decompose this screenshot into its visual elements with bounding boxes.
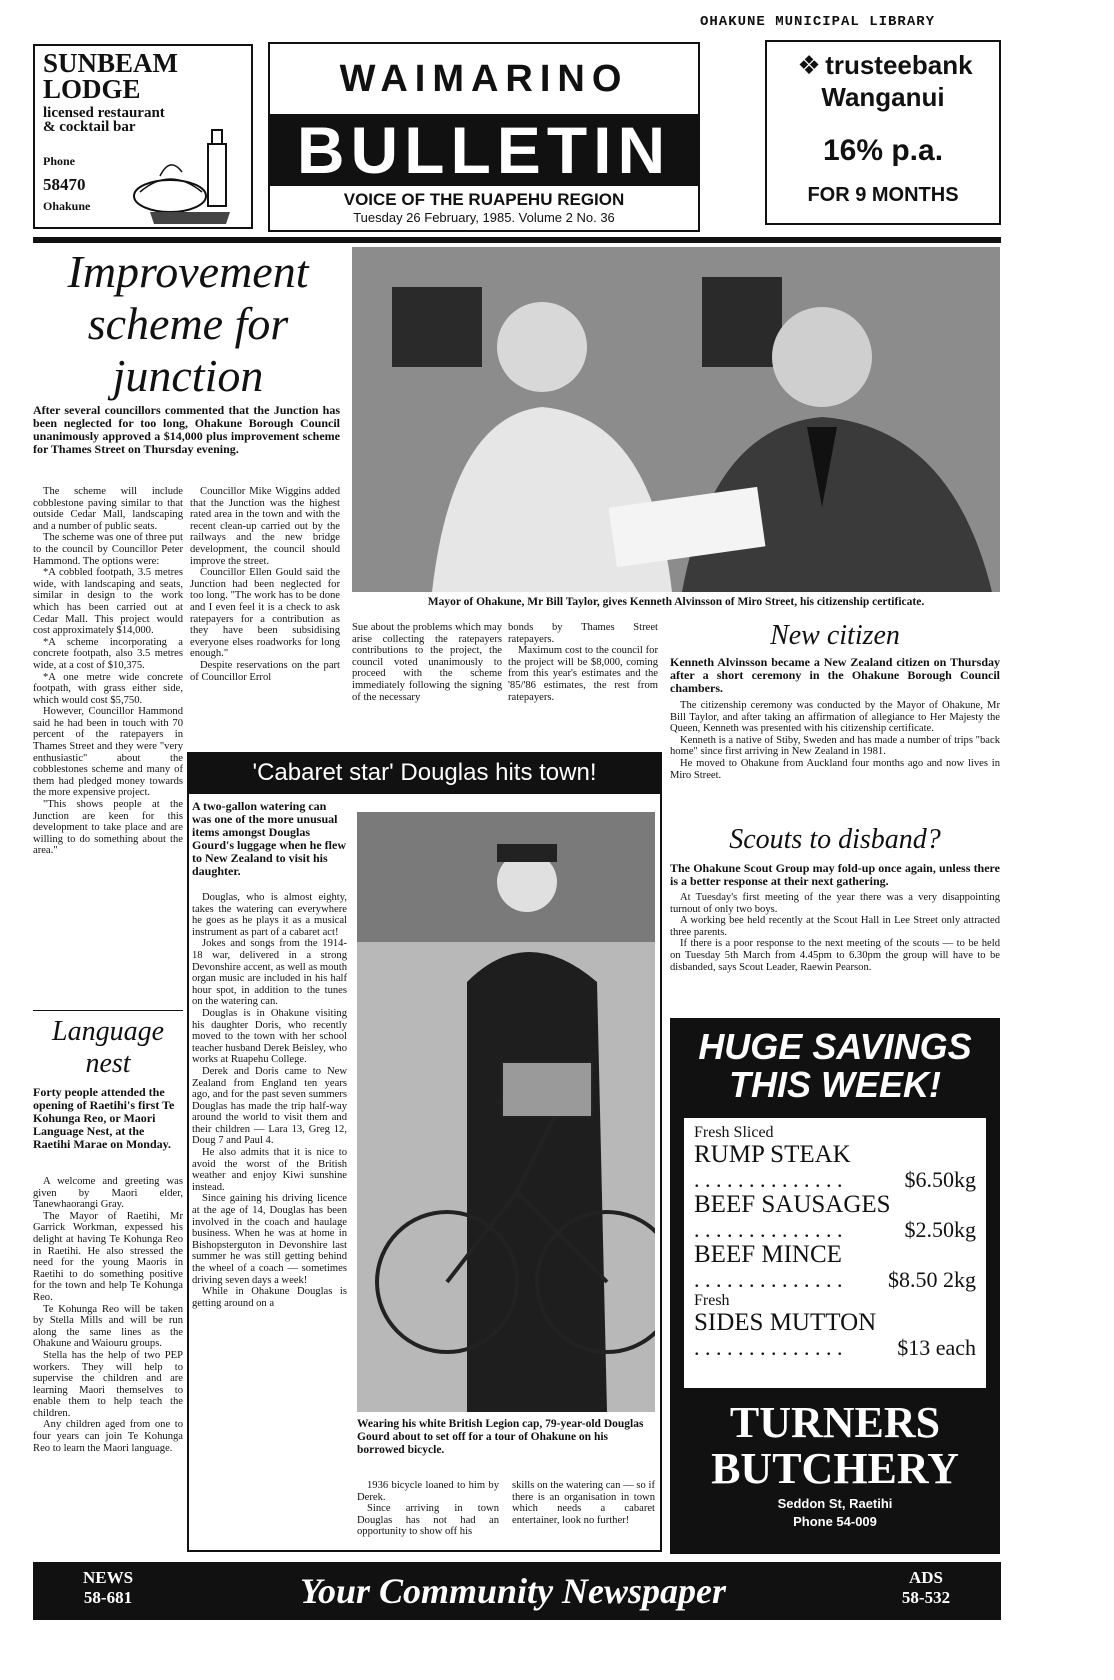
trustee-rate: 16% p.a. (822, 134, 944, 167)
turners-banner: HUGE SAVINGS THIS WEEK! (698, 1026, 972, 1105)
turners-brand2: BUTCHERY (711, 1444, 959, 1493)
headline-new-citizen: New citizen (770, 620, 900, 651)
masthead-title-main: BULLETIN (270, 114, 698, 186)
ad-sunbeam-lodge (33, 44, 253, 229)
sunbeam-desc2: & cocktail bar (43, 119, 136, 135)
trustee-brand: trusteebank (825, 50, 973, 80)
footer-ads-label: ADS (908, 1568, 943, 1587)
footer-news-phone: 58-681 (83, 1588, 133, 1607)
footer-ads-phone: 58-532 (901, 1588, 951, 1607)
cabaret-col1: Douglas, who is almost eighty, takes the watering can everywhere he goes as he plays it as a musical instrument as part of a cabaret act! Jokes and songs from the 1914-18 war, delivered in a strong Devonshire accent, as well as mouth organ music are included in his half hour spot, in addition to the tunes on the watering can. Douglas is in Ohakune visiting his daughter Doris, who recently moved to the town with her school teacher husband Derek Beisley, who works at Ruapehu College. Derek and Doris came to New Zealand from England ten years ago, and for the past seven summers Douglas has made the trip half-way around the world to visit them and their children — Lara 13, Greg 12, Doug 7 and Paul 4. He also admits that it is nice to avoid the worst of the British weather and enjoy Kiwi sunshine instead. Since gaining his driving licence at the age of 14, Douglas has been involved in the coach and haulage business. When he was at home in Bishopsterguton in Devonshire last summer he was still getting behind the wheel of a coach — sometimes driving seven days a week! While in Ohakune Douglas is getting around on a (192, 892, 347, 1309)
cabaret-col3: skills on the watering can — so if there is an organisation in town which needs a cabaret entertainer, look no further! (512, 1480, 655, 1526)
footer-banner (33, 1562, 1001, 1620)
ad-trustee-bank (765, 40, 1001, 225)
turners-price-list (684, 1118, 986, 1388)
price-item: Fresh Sliced RUMP STEAK . . . . . . . . . . . . . . $6.50kg (694, 1124, 976, 1192)
footer-news-label: NEWS (82, 1568, 134, 1587)
lead-new-citizen: Kenneth Alvinsson became a New Zealand citizen on Thursday after a short ceremony in the Ohakune Borough Council chambers. (670, 655, 1000, 695)
ad-turners-butchery (670, 1018, 1000, 1554)
lead-scouts: The Ohakune Scout Group may fold-up once again, unless there is a better response at their next gathering. (670, 861, 1000, 888)
lead-improvement: After several councillors commented that the Junction has been neglected for too long, Ohakune Borough Council unanimously approved a $14,000 plus improvement scheme for Thames Street on Thursday evening. (33, 403, 340, 456)
price-item: BEEF MINCE . . . . . . . . . . . . . . $8.50 2kg (694, 1241, 976, 1292)
footer-slogan: Your Community Newspaper (299, 1571, 727, 1611)
sunbeam-desc1: licensed restaurant (43, 105, 165, 121)
junction-col2: Councillor Mike Wiggins added that the Junction was the highest rated area in the town and with the recent clean-up carried out by the railways and the new bridge development, the council should improve the street. Councillor Ellen Gould said the Junction had been neglected for too long. "The work has to be done and I even feel it is a check to ask ratepayers for a contribution as they have been subsidising everyone elses roadworks for long enough." Despite reservations on the part of Councillor Errol (190, 486, 340, 683)
caption-douglas: Wearing his white British Legion cap, 79-year-old Douglas Gourd about to set off for a tour of Ohakune on his borrowed bicycle. (357, 1418, 644, 1456)
turners-brand1: TURNERS (729, 1398, 941, 1447)
masthead (268, 42, 700, 232)
headline-scouts: Scouts to disband? (729, 824, 941, 855)
junction-col1: The scheme will include cobblestone paving similar to that outside Cedar Mall, landscaping and a number of public seats. The scheme was one of three put to the council by Councillor Peter Hammond. The options were: *A cobbled footpath, 3.5 metres wide, with landscaping and seats, similar in design to the work which has been carried out at Cedar Mall. This project would cost approximately $14,000. *A scheme incorporating a concrete footpath, also 3.5 metres wide, at a cost of $10,375. *A one metre wide concrete footpath, with grass either side, which would cost $5,750. However, Councillor Hammond said he had been in touch with 70 percent of the ratepayers in Thames Street and they were "very enthusiastic" about the cobblestones scheme and many of them had pledged money towards the more expensive project. "This shows people at the Junction are keen for this development to take place and are willing to do something about the area." (33, 486, 183, 857)
library-stamp: OHAKUNE MUNICIPAL LIBRARY (700, 14, 936, 30)
sunbeam-town: Ohakune (43, 199, 91, 213)
douglas-photo-illustration (357, 812, 655, 1412)
masthead-dateline: Tuesday 26 February, 1985. Volume 2 No. 36 (353, 210, 615, 225)
junction-col3: Sue about the problems which may arise collecting the ratepayers contributions to the project, the council voted unanimously to proceed with the scheme immediately following the signing of the necessary (352, 622, 502, 703)
photo-douglas-bicycle (357, 812, 655, 1412)
citizen-body: The citizenship ceremony was conducted by the Mayor of Ohakune, Mr Bill Taylor, and after taking an affirmation of allegiance to Her Majesty the Queen, Kenneth was presented with his citizenship certificate. Kenneth is a native of Stiby, Sweden and has made a number of trips "back home" since first arriving in New Zealand in 1981. He moved to Ohakune from Auckland four months ago and now lives in Miro Street. (670, 700, 1000, 781)
headline-improvement: Improvement scheme for junction (67, 246, 309, 401)
price-item: Fresh SIDES MUTTON . . . . . . . . . . . . . . $13 each (694, 1292, 976, 1360)
junction-col4: bonds by Thames Street ratepayers. Maximum cost to the council for the project will be $8,000, coming from this year's estimates and the '85/'86 estimates, the rest from ratepayers. (508, 622, 658, 703)
turners-phone: Phone 54-009 (793, 1514, 877, 1529)
lead-language-nest: Forty people attended the opening of Raetihi's first Te Kohunga Reo, or Maori Language Nest, at the Raetihi Marae on Monday. (33, 1085, 175, 1151)
sunbeam-phone: 58470 (43, 175, 86, 194)
price-item: BEEF SAUSAGES . . . . . . . . . . . . . . $2.50kg (694, 1191, 976, 1242)
restaurant-illustration (130, 126, 250, 226)
language-body: A welcome and greeting was given by Maori elder, Tanewhaorangi Gray. The Mayor of Raetihi, Mr Garrick Workman, expessed his delight at having Te Kohunga Reo in Raetihi. He also stressed the need for the young Maoris in Raetihi to do something positive for the town and help Te Kohunga Reo. Te Kohunga Reo will be taken by Stella Mills and will be run along the same lines as the Ohakune and Waiouru groups. Stella has the help of two PEP workers. They will help to supervise the children and are learning Maori themselves to enable them to help teach the children. Any children aged from one to four years can join Te Kohunga Reo to learn the Maori language. (33, 1176, 183, 1454)
trustee-term: FOR 9 MONTHS (807, 184, 959, 206)
scouts-body: At Tuesday's first meeting of the year there was a very disappointing turnout of only two boys. A working bee held recently at the Scout Hall in Lee Street only attracted three parents. If there is a poor response to the next meeting of the scouts — to be held on Tuesday 5th March from 4.45pm to 6.30pm the group will have to be disbanded, says Scout Leader, Raewin Pearson. (670, 892, 1000, 973)
caption-mayor: Mayor of Ohakune, Mr Bill Taylor, gives Kenneth Alvinsson of Miro Street, his citizenship certificate. (427, 596, 925, 608)
trustee-logo-icon: ❖ (797, 50, 821, 80)
cabaret-col2: 1936 bicycle loaned to him by Derek. Since arriving in town Douglas has not had an opportunity to show off his (357, 1480, 499, 1538)
trustee-city: Wanganui (821, 82, 945, 112)
lead-cabaret: A two-gallon watering can was one of the more unusual items amongst Douglas Gourd's luggage when he flew to New Zealand to visit his daughter. (192, 799, 347, 878)
masthead-title-top: WAIMARINO (339, 58, 629, 100)
headline-cabaret: 'Cabaret star' Douglas hits town! (187, 752, 662, 794)
mayor-photo-illustration (352, 247, 1000, 592)
turners-address: Seddon St, Raetihi (777, 1496, 893, 1511)
sunbeam-phone-label: Phone (43, 154, 76, 168)
photo-mayor-citizenship (352, 247, 1000, 592)
masthead-rule (33, 237, 1001, 243)
masthead-tagline: VOICE OF THE RUAPEHU REGION (343, 190, 625, 209)
language-rule (33, 1010, 183, 1011)
sunbeam-name: SUNBEAM LODGE (43, 48, 179, 104)
headline-language-nest: Language nest (52, 1016, 164, 1079)
